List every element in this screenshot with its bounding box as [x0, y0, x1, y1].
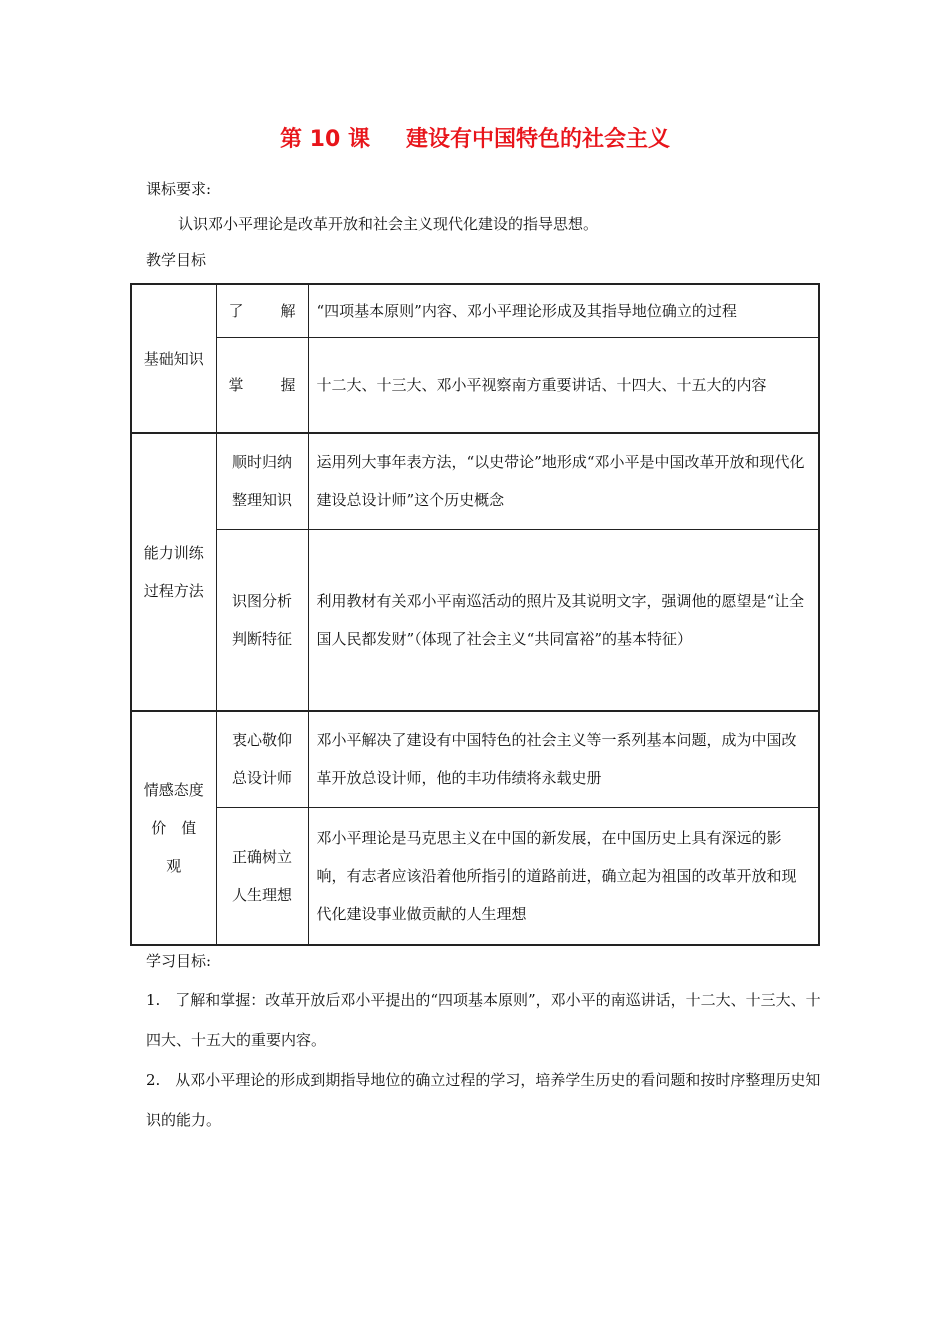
table-row: [131, 337, 819, 433]
table-row: [131, 529, 819, 711]
category-emotion: [131, 711, 216, 945]
label-understand: [216, 284, 308, 337]
category-label: 基础知识: [143, 349, 204, 368]
table-row: [131, 711, 819, 807]
learning-goal-item: 2. 从邓小平理论的形成到期指导地位的确立过程的学习，培养学生历史的看问题和按时序整理历史知识的能力。: [146, 1071, 821, 1129]
objectives-heading: 教学目标: [146, 251, 207, 269]
label-line: 总设计师: [231, 769, 292, 788]
label-line: 整理知识: [231, 491, 292, 510]
table-row: [131, 284, 819, 337]
label-picture: [216, 529, 308, 711]
category-ability: [131, 433, 216, 711]
desc-master: 十二大、十三大、邓小平视察南方重要讲话、十四大、十五大的内容: [308, 337, 819, 433]
lesson-number: 第 10 课: [280, 127, 370, 152]
desc-admire: 邓小平解决了建设有中国特色的社会主义等一系列基本问题，成为中国改革开放总设计师，他的丰功伟绩将永载史册: [308, 711, 819, 807]
label-induce: [216, 433, 308, 529]
learning-goal-item: 1. 了解和掌握：改革开放后邓小平提出的“四项基本原则”，邓小平的南巡讲话，十二大、十三大、十四大、十五大的重要内容。: [146, 991, 821, 1049]
label-admire: [216, 711, 308, 807]
curriculum-heading: 课标要求:: [146, 180, 212, 198]
label-ideal: [216, 807, 308, 945]
label-line: 识图分析: [231, 591, 292, 610]
category-label: 价 值: [151, 819, 197, 837]
label-line: 正确树立: [231, 847, 292, 866]
table-row: [131, 433, 819, 529]
category-basic: [131, 284, 216, 433]
label-line: 判断特征: [231, 629, 292, 648]
category-label: 能力训练: [143, 544, 204, 562]
curriculum-text: 认识邓小平理论是改革开放和社会主义现代化建设的指导思想。: [178, 215, 599, 233]
label-line: 人生理想: [231, 885, 292, 904]
desc-ideal: 邓小平理论是马克思主义在中国的新发展，在中国历史上具有深远的影响，有志者应该沿着他所指引的道路前进，确立起为祖国的改革开放和现代化建设事业做贡献的人生理想: [308, 807, 819, 945]
label-char: 了: [228, 301, 244, 320]
label-char: 解: [280, 301, 296, 320]
desc-understand: “四项基本原则”内容、邓小平理论形成及其指导地位确立的过程: [308, 284, 819, 337]
label-line: 衷心敬仰: [231, 731, 292, 750]
label-char: 掌: [228, 375, 244, 394]
category-label: 观: [166, 857, 182, 875]
label-line: 顺时归纳: [231, 453, 292, 472]
page-title: [0, 122, 950, 153]
desc-induce: 运用列大事年表方法，“以史带论”地形成“邓小平是中国改革开放和现代化建设总设计师”这个历史概念: [308, 433, 819, 529]
label-char: 握: [280, 375, 296, 394]
label-master: [216, 337, 308, 433]
lesson-topic: 建设有中国特色的社会主义: [405, 127, 670, 152]
objectives-table: [130, 283, 820, 946]
category-label: 过程方法: [143, 582, 204, 600]
table-row: [131, 807, 819, 945]
learning-goals-heading: 学习目标:: [146, 952, 212, 970]
category-label: 情感态度: [143, 781, 204, 799]
desc-picture: 利用教材有关邓小平南巡活动的照片及其说明文字，强调他的愿望是“让全国人民都发财”（体现了社会主义“共同富裕”的基本特征）: [308, 529, 819, 711]
